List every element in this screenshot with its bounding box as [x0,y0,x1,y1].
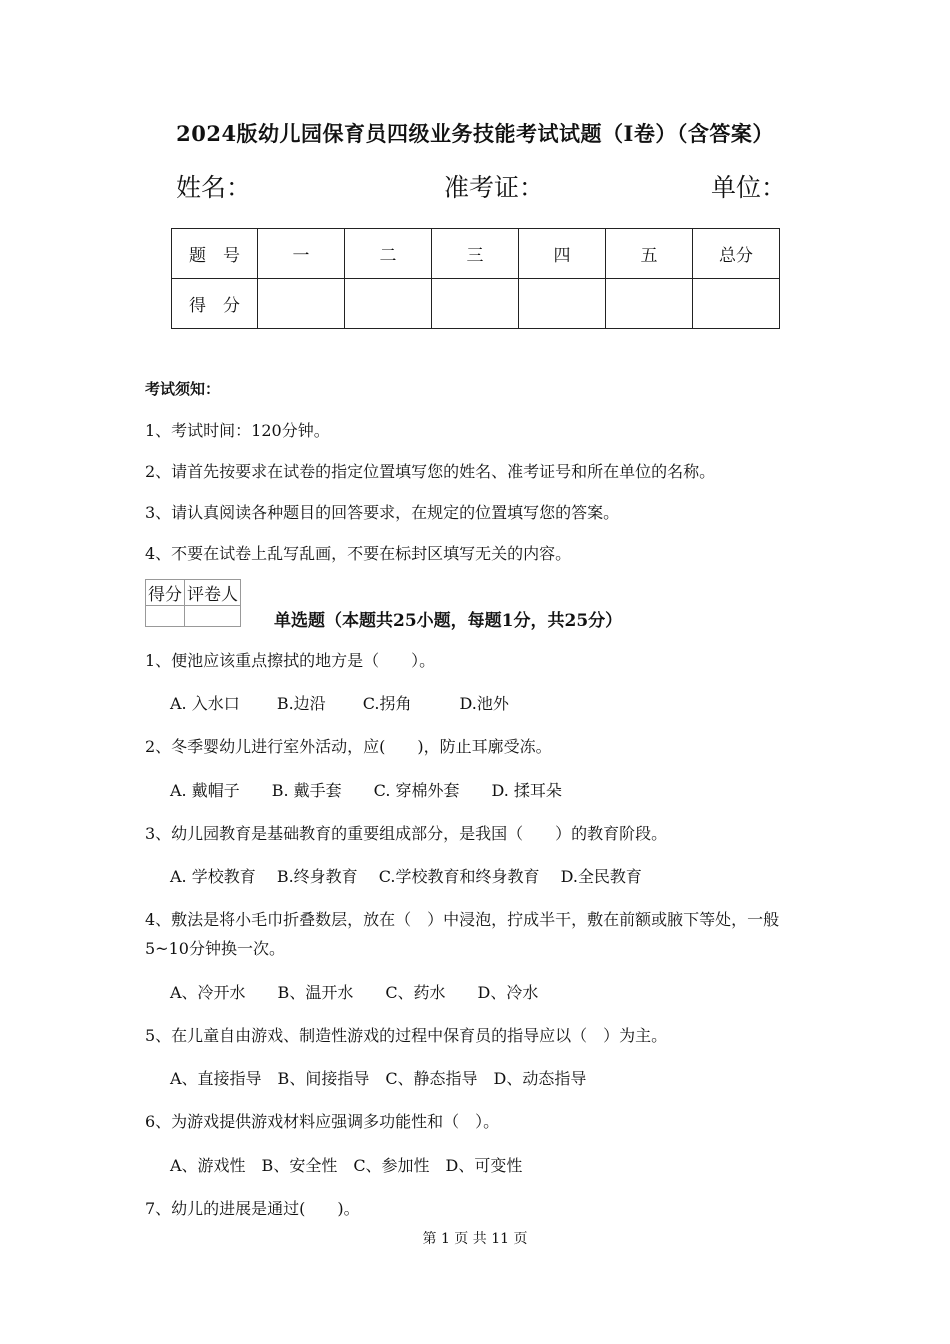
question-text: 4、敷法是将小毛巾折叠数层，放在（ ）中浸泡，拧成半干，敷在前额或腋下等处，一般 [145,910,780,929]
score-table-row-label: 得 分 [172,279,258,329]
grader-box [145,579,241,627]
question-options: A、游戏性 B、安全性 C、参加性 D、可变性 [170,1156,523,1175]
page-footer: 第 1 页 共 11 页 [422,1231,528,1247]
question-text: 7、幼儿的进展是通过( )。 [145,1199,360,1218]
score-table-header-cell: 四 [519,229,606,279]
notice-heading: 考试须知： [145,380,221,398]
question-text: 6、为游戏提供游戏材料应强调多功能性和（ ）。 [145,1112,500,1131]
grader-box-grader-cell[interactable] [185,606,241,627]
question-text-continued: 5~10分钟换一次。 [145,939,285,958]
section-title: 单选题（本题共25小题，每题1分，共25分） [274,611,623,631]
score-table-header-row [172,229,780,279]
score-cell[interactable] [258,279,345,329]
score-table-header-cell: 题 号 [172,229,258,279]
score-table-header-cell: 一 [258,229,345,279]
score-table-header-cell: 五 [606,229,693,279]
score-table [171,228,780,329]
grader-box-grader-label: 评卷人 [185,580,241,606]
notice-item: 4、不要在试卷上乱写乱画，不要在标封区填写无关的内容。 [145,544,572,563]
score-cell[interactable] [432,279,519,329]
question-options: A. 学校教育 B.终身教育 C.学校教育和终身教育 D.全民教育 [170,867,642,886]
question-options: A、冷开水 B、温开水 C、药水 D、冷水 [170,983,539,1002]
score-cell[interactable] [693,279,780,329]
grader-box-score-cell[interactable] [146,606,185,627]
name-field-label: 姓名： [176,173,252,202]
question-text: 5、在儿童自由游戏、制造性游戏的过程中保育员的指导应以（ ）为主。 [145,1026,668,1045]
notice-item: 3、请认真阅读各种题目的回答要求，在规定的位置填写您的答案。 [145,503,620,522]
score-cell[interactable] [519,279,606,329]
unit-field-label: 单位： [711,173,787,202]
question-text: 2、冬季婴幼儿进行室外活动，应( )，防止耳廓受冻。 [145,737,552,756]
grader-box-score-label: 得分 [146,580,185,606]
score-table-header-cell: 总分 [693,229,780,279]
question-options: A. 入水口 B.边沿 C.拐角 D.池外 [170,694,509,713]
score-cell[interactable] [606,279,693,329]
question-text: 3、幼儿园教育是基础教育的重要组成部分，是我国（ ）的教育阶段。 [145,824,668,843]
score-table-score-row [172,279,780,329]
question-options: A. 戴帽子 B. 戴手套 C. 穿棉外套 D. 揉耳朵 [170,781,562,800]
question-options: A、直接指导 B、间接指导 C、静态指导 D、动态指导 [170,1069,587,1088]
exam-id-field-label: 准考证： [444,173,545,202]
notice-item: 2、请首先按要求在试卷的指定位置填写您的姓名、准考证号和所在单位的名称。 [145,462,716,481]
score-cell[interactable] [345,279,432,329]
question-text: 1、便池应该重点擦拭的地方是（ ）。 [145,651,436,670]
notice-item: 1、考试时间：120分钟。 [145,421,330,440]
document-title: 2024版幼儿园保育员四级业务技能考试试题（I卷）（含答案） [176,121,774,146]
score-table-header-cell: 二 [345,229,432,279]
score-table-header-cell: 三 [432,229,519,279]
